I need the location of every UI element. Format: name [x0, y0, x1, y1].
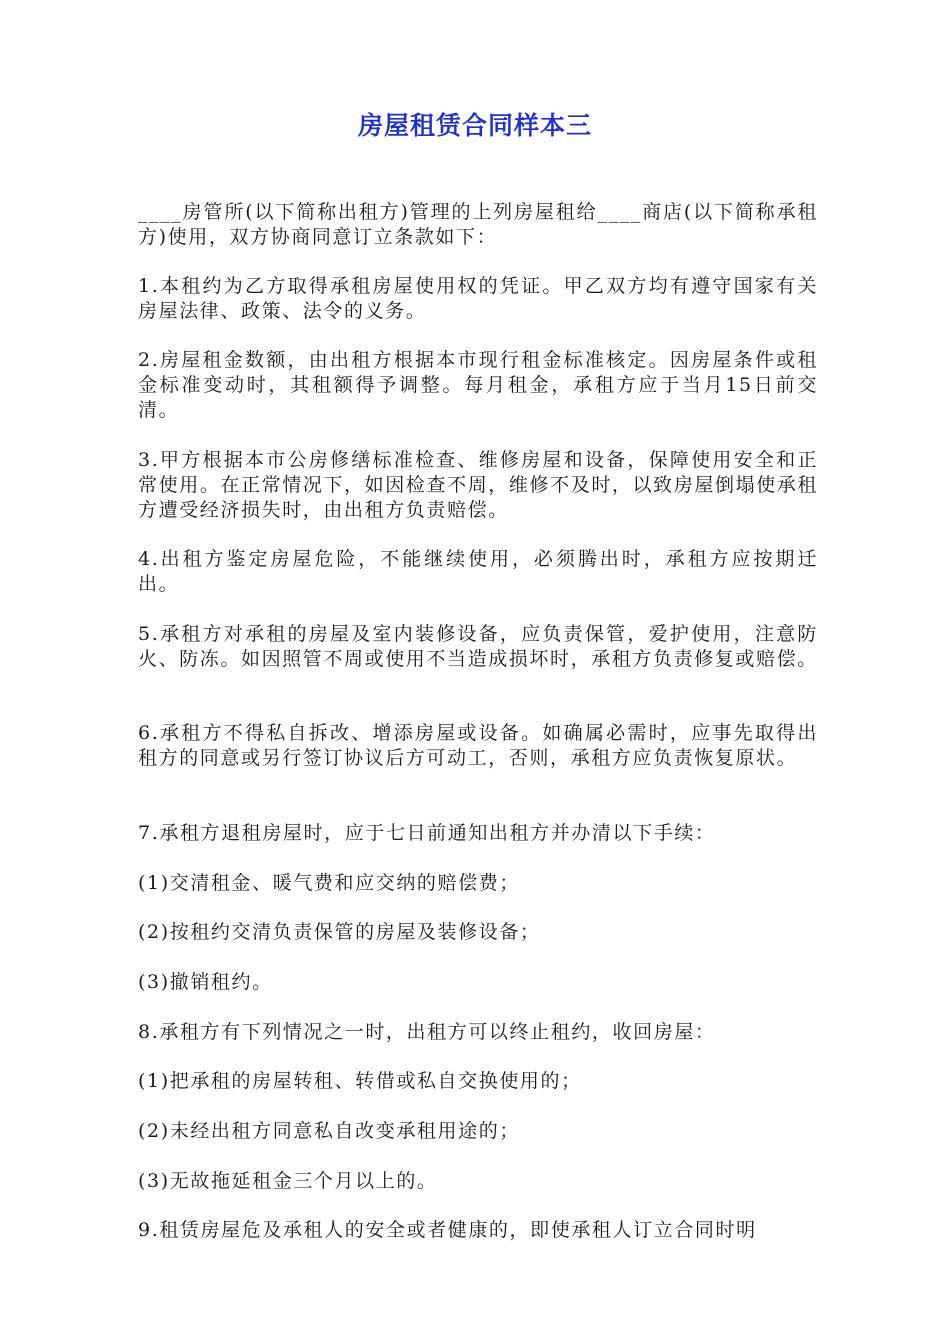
clause-8-item-3: (3)无故拖延租金三个月以上的。	[138, 1170, 438, 1192]
clause-7-item-1: (1)交清租金、暖气费和应交纳的赔偿费；	[138, 872, 520, 894]
clause-7-item-3: (3)撤销租约。	[138, 971, 273, 993]
clause-8-item-2: (2)未经出租方同意私自改变承租用途的；	[138, 1120, 520, 1142]
clause-8: 8.承租方有下列情况之一时，出租方可以终止租约，收回房屋：	[138, 1021, 716, 1043]
clause-8-item-1: (1)把承租的房屋转租、转借或私自交换使用的；	[138, 1070, 582, 1092]
clause-6: 6.承租方不得私自拆改、增添房屋或设备。如确属必需时，应事先取得出租方的同意或另行签订协议后方可动工，否则，承租方应负责恢复原状。	[138, 722, 818, 769]
clause-7-item-2: (2)按租约交清负责保管的房屋及装修设备；	[138, 921, 541, 943]
clause-7: 7.承租方退租房屋时，应于七日前通知出租方并办清以下手续：	[138, 822, 716, 844]
clause-5: 5.承租方对承租的房屋及室内装修设备，应负责保管，爱护使用，注意防火、防冻。如因照管不周或使用不当造成损坏时，承租方负责修复或赔偿。	[138, 623, 818, 670]
clause-2: 2.房屋租金数额，由出租方根据本市现行租金标准核定。因房屋条件或租金标准变动时，其租额得予调整。每月租金，承租方应于当月15日前交清。	[138, 349, 818, 421]
clause-3: 3.甲方根据本市公房修缮标准检查、维修房屋和设备，保障使用安全和正常使用。在正常情况下，如因检查不周，维修不及时，以致房屋倒塌使承租方遭受经济损失时，由出租方负责赔偿。	[138, 449, 818, 521]
document-title: 房屋租赁合同样本三	[357, 111, 592, 140]
clause-9: 9.租赁房屋危及承租人的安全或者健康的，即使承租人订立合同时明	[138, 1219, 757, 1241]
clause-1: 1.本租约为乙方取得承租房屋使用权的凭证。甲乙双方均有遵守国家有关房屋法律、政策、法令的义务。	[138, 275, 818, 322]
clause-4: 4.出租方鉴定房屋危险，不能继续使用，必须腾出时，承租方应按期迁出。	[138, 548, 818, 595]
intro-paragraph: ____房管所(以下简称出租方)管理的上列房屋租给____商店(以下简称承租方)使用，双方协商同意订立条款如下：	[138, 201, 818, 248]
